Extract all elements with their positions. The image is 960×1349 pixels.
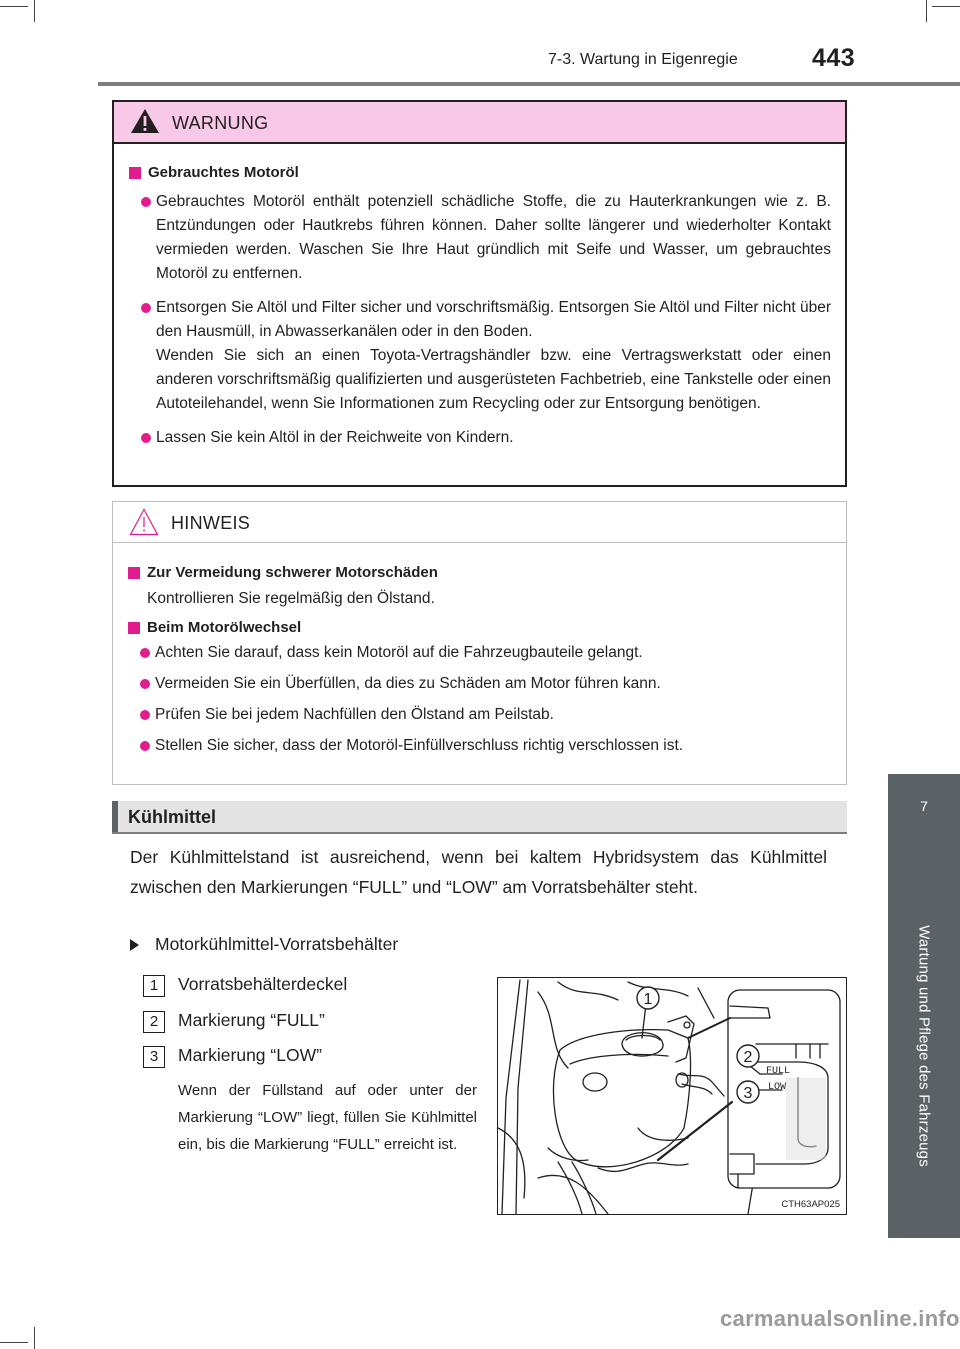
coolant-note: Wenn der Füllstand auf oder unter der Markierung “LOW” liegt, füllen Sie Kühlmittel ein, bis die Markierung “FULL” erreicht ist. bbox=[178, 1082, 477, 1153]
coolant-reservoir-figure bbox=[497, 977, 847, 1215]
header-rule bbox=[98, 82, 960, 86]
crop-mark bbox=[0, 6, 28, 7]
hint-section-1-heading: Zur Vermeidung schwerer Motorschäden bbox=[127, 564, 832, 581]
number-box: 3 bbox=[143, 1046, 165, 1068]
coolant-paragraph: Der Kühlmittelstand ist ausreichend, wenn bei kaltem Hybridsystem das Kühlmittel zwischen den Markierungen “FULL” und “LOW” am Vorratsbehälter steht. bbox=[130, 847, 827, 897]
heading-bar bbox=[112, 801, 118, 832]
warning-title: WARNUNG bbox=[172, 113, 269, 133]
warning-header bbox=[114, 102, 845, 144]
crop-mark bbox=[34, 1327, 35, 1349]
mark-full-label: FULL bbox=[766, 1066, 791, 1077]
arrow-item-text: Motorkühlmittel-Vorratsbehälter bbox=[155, 934, 399, 954]
warning-bullet-2-continuation bbox=[128, 344, 831, 416]
chapter-tab-number bbox=[888, 774, 960, 853]
hint-bullet-4: Stellen Sie sicher, dass der Motoröl-Einfüllverschluss richtig verschlossen ist. bbox=[127, 734, 832, 758]
hint-section-1-text: Kontrollieren Sie regelmäßig den Ölstand. bbox=[147, 590, 435, 607]
number-box: 2 bbox=[143, 1011, 165, 1033]
hint-box bbox=[112, 501, 847, 785]
hint-header bbox=[113, 502, 846, 543]
figure-callout-3: 3 bbox=[743, 1085, 753, 1102]
figure-callout-2: 2 bbox=[743, 1049, 753, 1066]
figure-code: CTH63AP025 bbox=[781, 1199, 840, 1210]
coolant-heading-text: Kühlmittel bbox=[128, 807, 216, 827]
warning-bullet-2-cont-text: Wenden Sie sich an einen Toyota-Vertragshändler bzw. eine Vertragswerkstatt oder einen anderen vorschriftsmäßig qualifizierten und ausgerüsteten Fachbetrieb, eine Tankstelle oder einen Autoteilehandel, wenn Sie Informationen zum Recycling oder zur Entsorgung benötigen. bbox=[156, 347, 831, 412]
warning-box bbox=[112, 100, 847, 487]
warning-bullet-3: Lassen Sie kein Altöl in der Reichweite von Kindern. bbox=[128, 426, 831, 450]
chapter-title: Wartung und Pflege des Fahrzeugs bbox=[915, 924, 933, 1167]
chapter-number: 7 bbox=[920, 798, 928, 814]
watermark: carmanualsonline.info bbox=[720, 1306, 960, 1331]
section-title: 7-3. Wartung in Eigenregie bbox=[548, 51, 738, 68]
hint-bullet-3: Prüfen Sie bei jedem Nachfüllen den Ölstand am Peilstab. bbox=[127, 703, 832, 727]
hint-bullet-1: Achten Sie darauf, dass kein Motoröl auf die Fahrzeugbauteile gelangt. bbox=[127, 641, 832, 665]
page-number: 443 bbox=[812, 44, 856, 72]
number-box: 1 bbox=[143, 975, 165, 997]
engine-bay-illustration bbox=[498, 978, 846, 1214]
hint-content bbox=[127, 564, 832, 758]
numbered-item-label: Vorratsbehälterdeckel bbox=[178, 974, 348, 994]
chapter-tab bbox=[888, 853, 960, 1238]
crop-mark bbox=[926, 0, 927, 22]
hint-bullet-2: Vermeiden Sie ein Überfüllen, da dies zu Schäden am Motor führen kann. bbox=[127, 672, 832, 696]
crop-mark bbox=[34, 0, 35, 22]
mark-low-label: LOW bbox=[768, 1082, 787, 1093]
crop-mark bbox=[932, 6, 960, 7]
warning-bullet-1: Gebrauchtes Motoröl enthält potenziell schädliche Stoffe, die zu Hauterkrankungen wie z. B. Entzündungen oder Hautkrebs führen können. Daher sollte längerer und wiederholter Kontakt vermieden werden. Waschen Sie Ihre Haut gründlich mit Seife und Wasser, um gebrauchtes Motoröl zu entfernen. bbox=[128, 190, 831, 286]
caution-triangle-icon bbox=[129, 508, 159, 536]
hint-section-2-heading: Beim Motorölwechsel bbox=[127, 619, 832, 636]
hint-title: HINWEIS bbox=[171, 513, 251, 533]
crop-mark bbox=[0, 1342, 28, 1343]
warning-triangle-icon bbox=[130, 108, 160, 134]
figure-callout-1: 1 bbox=[643, 991, 653, 1008]
warning-section-heading: Gebrauchtes Motoröl bbox=[128, 164, 831, 181]
numbered-item-label: Markierung “LOW” bbox=[178, 1045, 322, 1065]
arrow-right-icon bbox=[130, 939, 139, 951]
warning-content bbox=[128, 164, 831, 450]
numbered-item-label: Markierung “FULL” bbox=[178, 1010, 325, 1030]
coolant-heading bbox=[112, 801, 847, 834]
warning-bullet-2: Entsorgen Sie Altöl und Filter sicher und vorschriftsmäßig. Entsorgen Sie Altöl und Filter nicht über den Hausmüll, in Abwasserkanälen oder in den Boden. bbox=[128, 296, 831, 344]
